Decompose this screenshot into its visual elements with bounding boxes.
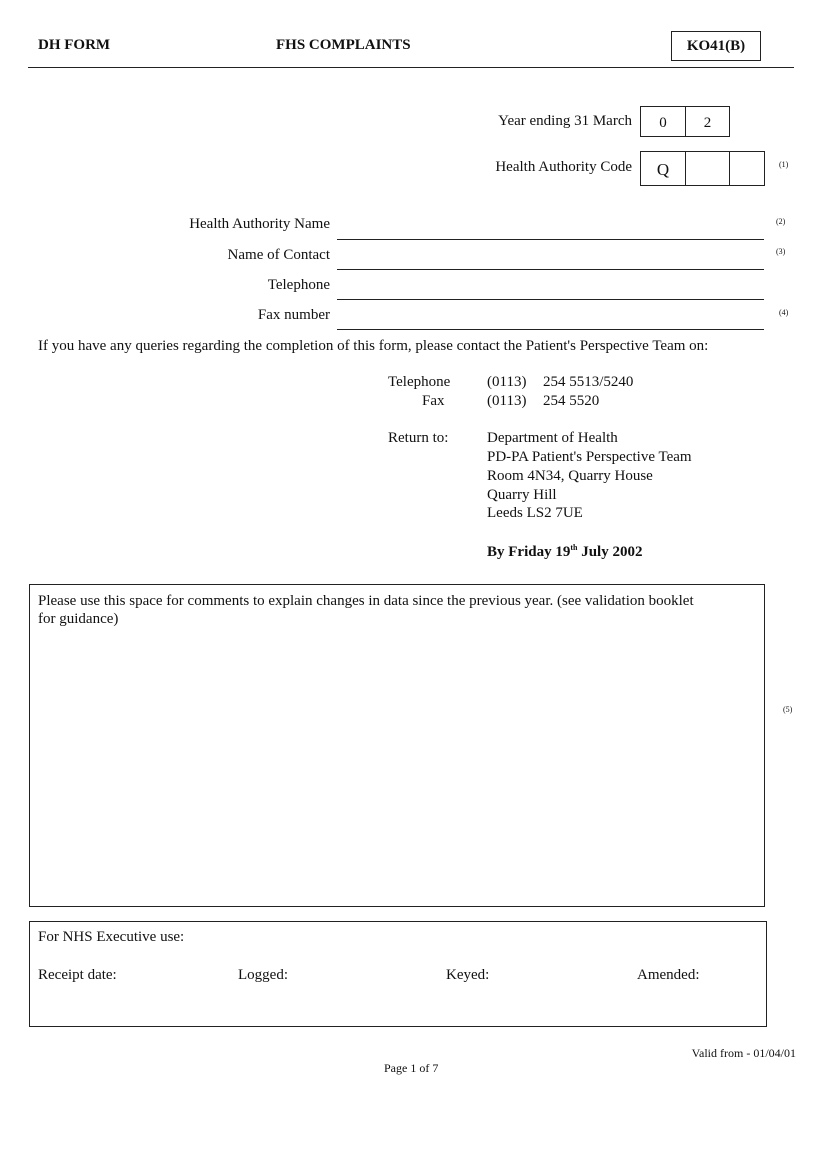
queries-text: If you have any queries regarding the completion of this form, please contact the Patient's Perspective Team on: [38, 338, 709, 354]
address-line-5: Leeds LS2 7UE [487, 505, 583, 521]
address-line-2: PD-PA Patient's Perspective Team [487, 449, 692, 465]
form-label: DH FORM [38, 37, 111, 53]
amended-label: Amended: [637, 967, 700, 983]
health-authority-name-label: Health Authority Name [189, 216, 330, 232]
address-line-1: Department of Health [487, 430, 618, 446]
page-number: Page 1 of 7 [384, 1061, 439, 1075]
form-title: FHS COMPLAINTS [276, 37, 411, 53]
contact-telephone-label: Telephone [388, 374, 451, 390]
year-digit-1[interactable]: 0 [640, 106, 686, 137]
contact-fax-code: (0113) [487, 393, 527, 409]
form-code: KO41(B) [686, 38, 746, 54]
authority-code-cell-3[interactable] [729, 151, 765, 186]
year-ending-label: Year ending 31 March [498, 113, 632, 129]
contact-name-label: Name of Contact [227, 247, 330, 263]
note-4: (4) [779, 308, 789, 317]
note-2: (2) [776, 217, 786, 226]
telephone-label: Telephone [267, 277, 330, 293]
contact-name-field[interactable] [337, 269, 764, 270]
authority-code-cell-1[interactable]: Q [640, 151, 686, 186]
contact-telephone-number: 254 5513/5240 [543, 374, 634, 390]
note-3: (3) [776, 247, 786, 256]
fax-number-field[interactable] [337, 329, 764, 330]
nhs-executive-box [29, 921, 767, 1027]
comments-prompt-line-1: Please use this space for comments to explain changes in data since the previous year. (see validation booklet [38, 593, 694, 609]
authority-code-cell-2[interactable] [685, 151, 730, 186]
form-code-box [671, 31, 761, 61]
authority-code-label: Health Authority Code [495, 159, 632, 175]
telephone-field[interactable] [337, 299, 764, 300]
receipt-date-label: Receipt date: [38, 967, 117, 983]
return-to-label: Return to: [388, 430, 449, 446]
comments-box[interactable] [29, 584, 765, 907]
keyed-label: Keyed: [446, 967, 490, 983]
contact-fax-label: Fax [422, 393, 445, 409]
health-authority-name-field[interactable] [337, 239, 764, 240]
comments-prompt-line-2: for guidance) [38, 611, 119, 627]
address-line-4: Quarry Hill [487, 487, 557, 503]
logged-label: Logged: [238, 967, 288, 983]
contact-fax-number: 254 5520 [543, 393, 600, 409]
deadline [487, 543, 642, 561]
year-digit-2[interactable]: 2 [685, 106, 730, 137]
deadline-sup: th [570, 543, 578, 552]
deadline-post: July 2002 [577, 544, 643, 560]
deadline-pre: By Friday 19 [487, 544, 571, 560]
address-line-3: Room 4N34, Quarry House [487, 468, 653, 484]
valid-from: Valid from - 01/04/01 [691, 1046, 796, 1060]
note-5: (5) [783, 705, 793, 714]
note-1: (1) [779, 160, 789, 169]
nhs-use-title: For NHS Executive use: [38, 929, 185, 945]
contact-telephone-code: (0113) [487, 374, 527, 390]
fax-number-label: Fax number [257, 307, 330, 323]
